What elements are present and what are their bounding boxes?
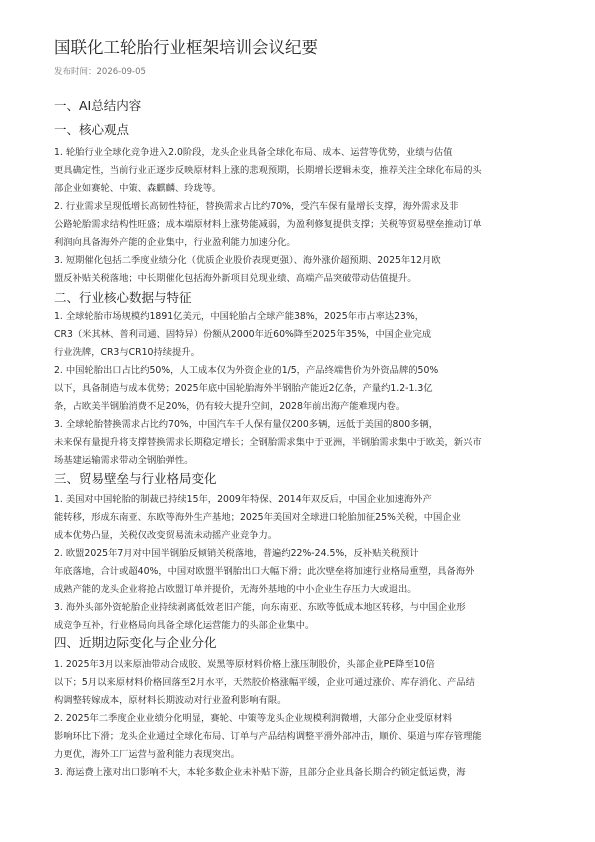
text-line: 3. 海运费上涨对出口影响不大，本轮多数企业未补贴下游，且部分企业具备长期合约锁定低运费，海 bbox=[54, 767, 466, 778]
paragraph-trade-1 bbox=[54, 491, 566, 545]
text-line: CR3（米其林、普利司通、固特异）份额从2000年近60%降至2025年35%，中国企业完成 bbox=[54, 329, 432, 340]
publish-label: 发布时间： bbox=[54, 67, 97, 77]
text-line: 1. 轮胎行业全球化竞争进入2.0阶段，龙头企业具备全球化布局、成本、运营等优势，业绩与估值 bbox=[54, 147, 453, 158]
text-line: 部企业如赛轮、中策、森麒麟、玲珑等。 bbox=[54, 183, 222, 194]
text-line: 能转移，形成东南亚、东欧等海外生产基地；2025年美国对全球进口轮胎加征25%关税，中国企业 bbox=[54, 512, 461, 523]
text-line: 成竞争互补，行业格局向具备全球化运营能力的头部企业集中。 bbox=[54, 620, 315, 631]
section-heading-trade: 三、贸易壁垒与行业格局变化 bbox=[54, 471, 217, 486]
paragraph-recent-1 bbox=[54, 656, 566, 710]
text-line: 3. 全球轮胎替换需求占比约70%，中国汽车千人保有量仅200多辆，远低于美国的800多辆， bbox=[54, 419, 439, 430]
paragraph-recent-2 bbox=[54, 710, 566, 764]
text-line: 更具确定性，当前行业正逐步反映原材料上涨的悲观预期，长期增长逻辑未变，推荐关注全球化布局的头 bbox=[54, 165, 482, 176]
paragraph-core-3 bbox=[54, 252, 566, 288]
text-line: 2. 行业需求呈现低增长高韧性特征，替换需求占比约70%，受汽车保有量增长支撑，海外需求及非 bbox=[54, 201, 459, 212]
text-line: 1. 全球轮胎市场规模约1891亿美元，中国轮胎占全球产能38%，2025年市占率达23%， bbox=[54, 311, 425, 322]
text-line: 成熟产能的龙头企业将抢占欧盟订单并提价，无海外基地的中小企业生存压力大或退出。 bbox=[54, 584, 417, 595]
text-line: 影响环比下滑；龙头企业通过全球化布局、订单与产品结构调整平滑外部冲击，顺价、渠道与库存管理能 bbox=[54, 731, 482, 742]
text-line: 盟反补贴关税落地；中长期催化包括海外新项目兑现业绩、高端产品突破带动估值提升。 bbox=[54, 273, 417, 284]
paragraph-trade-2 bbox=[54, 545, 566, 599]
text-line: 条，占欧美半钢胎消费不足20%，仍有较大提升空间，2028年前出海产能难现内卷。 bbox=[54, 401, 406, 412]
text-line: 利润向具备海外产能的企业集中，行业盈利能力加速分化。 bbox=[54, 237, 296, 248]
paragraph-industry-3 bbox=[54, 416, 566, 470]
text-line: 1. 美国对中国轮胎的制裁已持续15年，2009年特保、2014年双反后，中国企业加速海外产 bbox=[54, 494, 432, 505]
publish-date: 2026-09-05 bbox=[96, 67, 146, 77]
paragraph-core-1 bbox=[54, 144, 566, 198]
text-line: 场基建运输需求带动全钢胎弹性。 bbox=[54, 455, 194, 466]
page-title: 国联化工轮胎行业框架培训会议纪要 bbox=[54, 38, 318, 57]
text-line: 2. 2025年二季度企业业绩分化明显，赛轮、中策等龙头企业规模利润微增，大部分企业受原材料 bbox=[54, 713, 453, 724]
paragraph-industry-2 bbox=[54, 362, 566, 416]
text-line: 以下；5月以来原材料价格回落至2月水平，天然胶价格涨幅平缓，企业可通过涨价、库存消化、产品结 bbox=[54, 677, 475, 688]
text-line: 2. 中国轮胎出口占比约50%，人工成本仅为外资企业的1/5，产品终端售价为外资品牌的50% bbox=[54, 365, 439, 376]
text-line: 2. 欧盟2025年7月对中国半钢胎反倾销关税落地，普遍约22%-24.5%，反补贴关税预计 bbox=[54, 548, 419, 559]
section-heading-recent: 四、近期边际变化与企业分化 bbox=[54, 635, 217, 650]
text-line: 未来保有量提升将支撑替换需求长期稳定增长；全钢胎需求集中于亚洲，半钢胎需求集中于欧美，新兴市 bbox=[54, 437, 482, 448]
paragraph-trade-3 bbox=[54, 599, 566, 635]
section-heading-core-views: 一、核心观点 bbox=[54, 122, 130, 137]
paragraph-core-2 bbox=[54, 198, 566, 252]
text-line: 行业洗牌，CR3与CR10持续提升。 bbox=[54, 347, 200, 358]
text-line: 力更优，海外工厂运营与盈利能力表现突出。 bbox=[54, 749, 240, 760]
text-line: 成本优势凸显，关税仅改变贸易流未动摇产业竞争力。 bbox=[54, 530, 278, 541]
text-line: 以下，具备制造与成本优势；2025年底中国轮胎海外半钢胎产能近2亿条，产量约1.2-1.3亿 bbox=[54, 383, 433, 394]
section-heading-ai-summary: 一、AI总结内容 bbox=[54, 98, 142, 113]
text-line: 年底落地，合计或超40%，中国对欧盟半钢胎出口大幅下滑；此次壁垒将加速行业格局重塑，具备海外 bbox=[54, 566, 475, 577]
paragraph-recent-3 bbox=[54, 764, 566, 782]
text-line: 3. 海外头部外资轮胎企业持续剥离低效老旧产能，向东南亚、东欧等低成本地区转移，与中国企业形 bbox=[54, 602, 466, 613]
text-line: 构调整转嫁成本，原材料长期波动对行业盈利影响有限。 bbox=[54, 695, 287, 706]
text-line: 3. 短期催化包括二季度业绩分化（优质企业股价表现更强）、海外涨价超预期、2025年12月欧 bbox=[54, 255, 441, 266]
section-heading-industry-data: 二、行业核心数据与特征 bbox=[54, 290, 192, 305]
text-line: 公路轮胎需求结构性旺盛；成本端原材料上涨势能减弱，为盈利修复提供支撑；关税等贸易壁垒推动订单 bbox=[54, 219, 482, 230]
text-line: 1. 2025年3月以来原油带动合成胶、炭黑等原材料价格上涨压制股价，头部企业PE降至10倍 bbox=[54, 659, 435, 670]
publish-meta bbox=[54, 67, 146, 78]
paragraph-industry-1 bbox=[54, 308, 566, 362]
